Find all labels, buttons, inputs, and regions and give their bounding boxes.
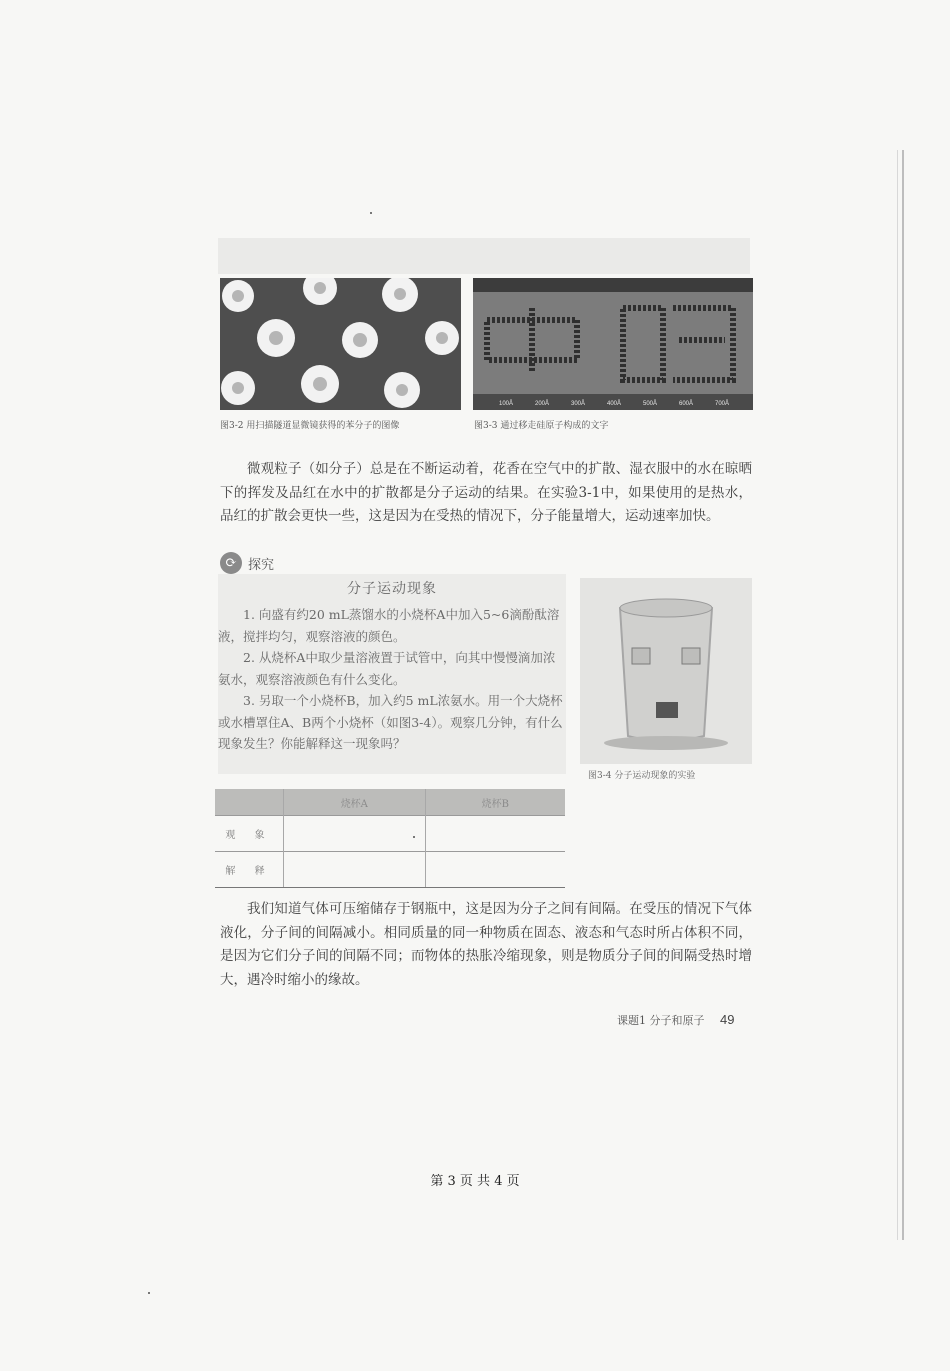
paragraph-text: 微观粒子（如分子）总是在不断运动着，花香在空气中的扩散、湿衣服中的水在晾晒下的挥发及品红在水中的扩散都是分子运动的结果。在实验3-1中，如果使用的是热水，品红的扩散会更快一些，这是因为在受热的情况下，分子能量增大，运动速率加快。 [220,461,752,524]
scale-tick: 300Å [571,401,586,407]
body-paragraph [220,458,752,529]
scan-speck [370,212,372,214]
scale-tick: 100Å [499,401,514,407]
observation-table [215,789,565,888]
running-head [617,1012,734,1028]
body-paragraph [220,898,752,992]
figure-benzene-stm [220,278,461,410]
scale-tick: 500Å [643,401,658,407]
figure-caption: 图3-4 分子运动现象的实验 [588,771,696,781]
page-number: 49 [720,1012,735,1027]
bleed-through [218,238,750,274]
table-row [215,852,565,888]
step-item: 3. 另取一个小烧杯B，加入约5 mL浓氨水。用一个大烧杯或水槽罩住A、B两个小烧杯（如图3-4）。观察几分钟，有什么现象发生？你能解释这一现象吗？ [218,693,563,751]
activity-steps [218,604,564,755]
section-title: 课题1 分子和原子 [617,1014,705,1027]
experiment-photo [580,578,752,764]
step-item: 1. 向盛有约20 mL蒸馏水的小烧杯A中加入5~6滴酚酞溶液，搅拌均匀，观察溶液的颜色。 [218,607,560,644]
explore-label: 探究 [248,557,275,573]
table-header: 烧杯A [284,789,426,816]
page-footer: 第 3 页 共 4 页 [430,1174,520,1189]
explore-icon: ⟳ [220,552,242,574]
table-cell [425,852,565,888]
explore-heading [220,552,274,574]
figure-silicon-atoms [473,278,753,410]
figure-caption: 图3-3 通过移走硅原子构成的文字 [474,421,609,431]
row-label: 观 象 [215,816,284,852]
table-cell [284,816,426,852]
table-cell [425,816,565,852]
row-label: 解 释 [215,852,284,888]
scale-tick: 400Å [607,401,622,407]
scale-tick: 200Å [535,401,550,407]
scale-tick: 700Å [715,401,730,407]
scan-border [902,150,904,1240]
table-row [215,816,565,852]
table-header: 烧杯B [425,789,565,816]
scan-speck [148,1292,150,1294]
scan-speck [413,836,415,838]
table-header [215,789,284,816]
scale-tick: 600Å [679,401,694,407]
table-header-row [215,789,565,816]
step-item: 2. 从烧杯A中取少量溶液置于试管中，向其中慢慢滴加浓氨水，观察溶液颜色有什么变化。 [218,650,556,687]
paragraph-text: 我们知道气体可压缩储存于钢瓶中，这是因为分子之间有间隔。在受压的情况下气体液化，分子间的间隔减小。相同质量的同一种物质在固态、液态和气态时所占体积不同，是因为它们分子间的间隔不同；而物体的热胀冷缩现象，则是物质分子间的间隔受热时增大，遇冷时缩小的缘故。 [220,901,752,988]
table-cell [284,852,426,888]
scan-border [897,150,898,1240]
figure-caption: 图3-2 用扫描隧道显微镜获得的苯分子的图像 [220,421,400,431]
activity-title: 分子运动现象 [347,581,437,597]
